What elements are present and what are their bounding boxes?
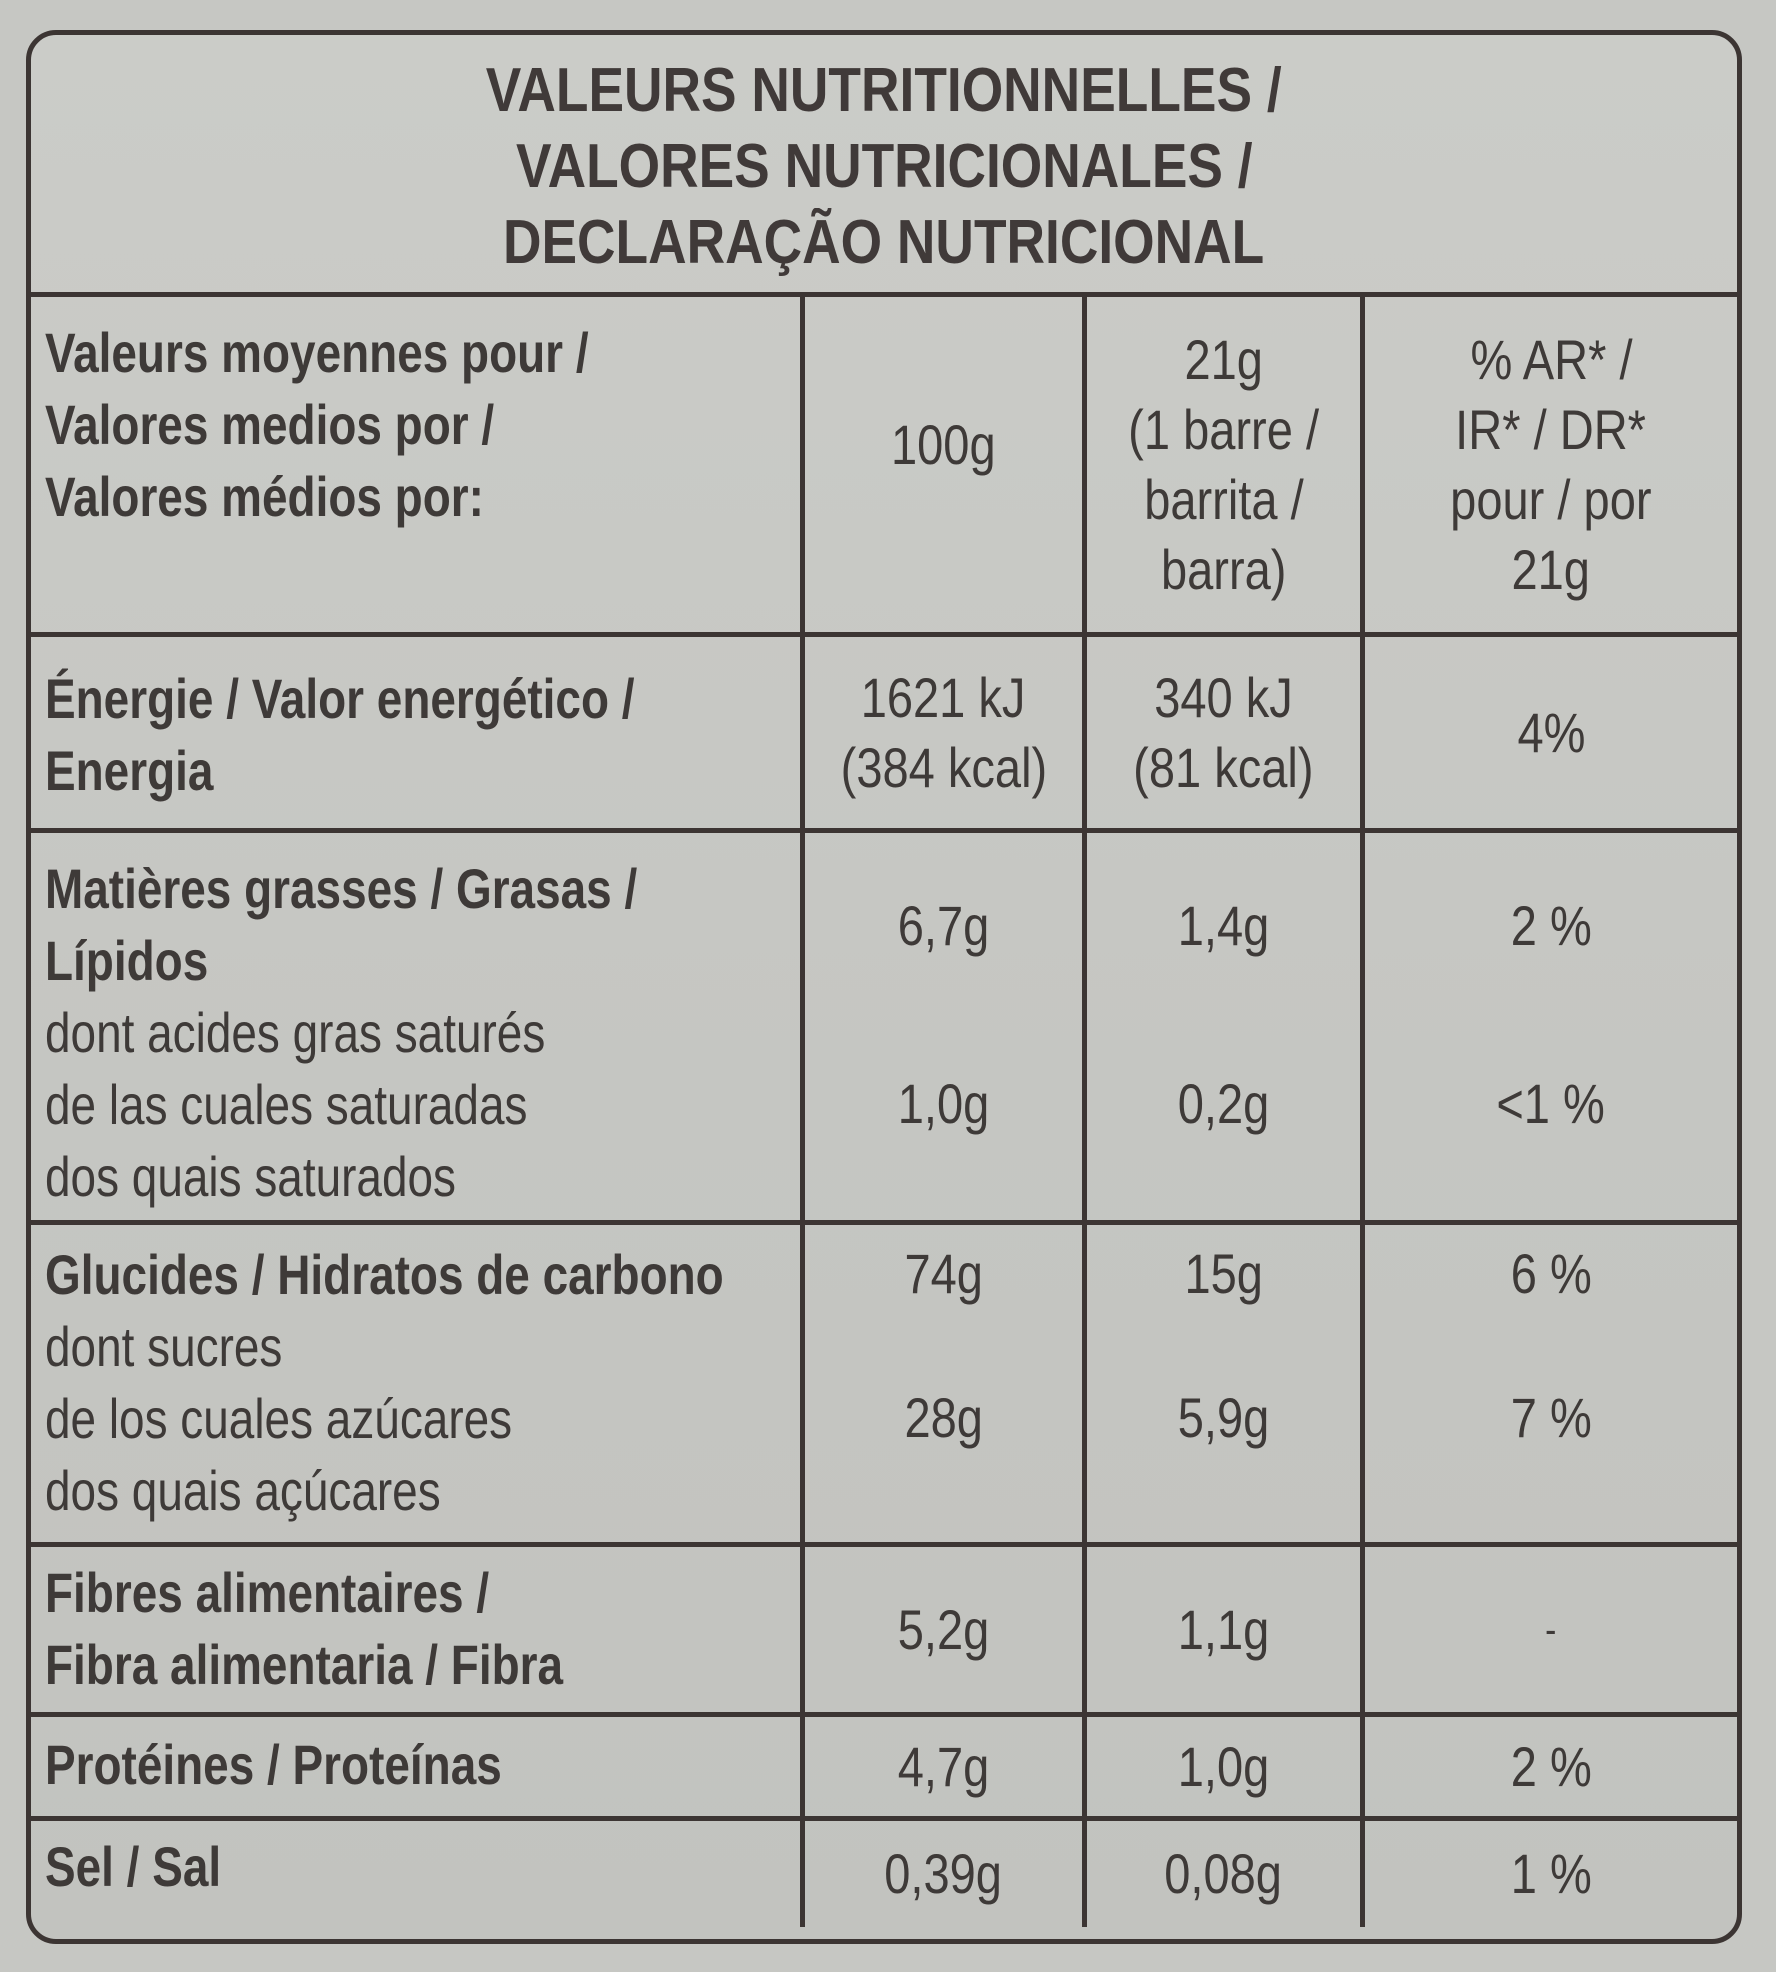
saturates-ri: <1 % bbox=[1496, 1072, 1606, 1135]
sugars-label-line: dos quais açúcares bbox=[45, 1459, 441, 1522]
energy-ri: 4% bbox=[1517, 700, 1585, 764]
protein-label-cell bbox=[31, 1717, 805, 1821]
header-21g-line: barra) bbox=[1160, 537, 1287, 601]
energy-100g-cell bbox=[805, 637, 1087, 833]
header-ri-line: 21g bbox=[1511, 537, 1591, 601]
sugars-21g: 5,9g bbox=[1177, 1386, 1270, 1449]
fat-ri-cell bbox=[1365, 833, 1737, 1225]
energy-label-cell bbox=[31, 637, 805, 833]
salt-label: Sel / Sal bbox=[45, 1835, 222, 1898]
header-100g-cell bbox=[805, 297, 1087, 637]
carbs-21g-cell bbox=[1087, 1225, 1365, 1547]
salt-100g-cell bbox=[805, 1821, 1087, 1927]
header-ri-line: IR* / DR* bbox=[1455, 397, 1647, 461]
sugars-label-line: de los cuales azúcares bbox=[45, 1387, 513, 1450]
saturates-label-line: de las cuales saturadas bbox=[45, 1073, 528, 1136]
fibre-ri-cell bbox=[1365, 1547, 1737, 1717]
protein-100g: 4,7g bbox=[897, 1734, 990, 1798]
protein-ri: 2 % bbox=[1510, 1734, 1592, 1798]
energy-21g-cell bbox=[1087, 637, 1365, 833]
header-21g-line: barrita / bbox=[1143, 467, 1304, 531]
fibre-label-line: Fibres alimentaires / bbox=[45, 1561, 490, 1624]
fat-ri: 2 % bbox=[1510, 894, 1592, 957]
carbs-ri: 6 % bbox=[1510, 1242, 1592, 1305]
fat-100g: 6,7g bbox=[897, 894, 990, 957]
saturates-label-line: dont acides gras saturés bbox=[45, 1001, 546, 1064]
energy-100g-kcal: (384 kcal) bbox=[840, 735, 1047, 799]
header-21g-line: 21g bbox=[1184, 327, 1263, 391]
saturates-label-line: dos quais saturados bbox=[45, 1145, 456, 1208]
header-21g-cell bbox=[1087, 297, 1365, 637]
energy-100g-kj: 1621 kJ bbox=[861, 665, 1026, 729]
fat-label-cell bbox=[31, 833, 805, 1225]
carbs-label: Glucides / Hidratos de carbono bbox=[45, 1243, 724, 1306]
header-label-line: Valores medios por / bbox=[45, 393, 495, 456]
protein-100g-cell bbox=[805, 1717, 1087, 1821]
fibre-100g-cell bbox=[805, 1547, 1087, 1717]
protein-ri-cell bbox=[1365, 1717, 1737, 1821]
salt-21g: 0,08g bbox=[1164, 1842, 1283, 1905]
header-21g-line: (1 barre / bbox=[1128, 397, 1319, 461]
header-ri-line: % AR* / bbox=[1469, 327, 1633, 391]
fibre-21g: 1,1g bbox=[1177, 1597, 1270, 1661]
sugars-ri: 7 % bbox=[1510, 1386, 1592, 1449]
table-title bbox=[31, 35, 1737, 297]
salt-ri: 1 % bbox=[1510, 1842, 1592, 1905]
fibre-ri: - bbox=[1545, 1607, 1557, 1652]
salt-21g-cell bbox=[1087, 1821, 1365, 1927]
carbs-ri-cell bbox=[1365, 1225, 1737, 1547]
header-label-cell bbox=[31, 297, 805, 637]
header-label-line: Valeurs moyennes pour / bbox=[45, 321, 589, 384]
sugars-label-line: dont sucres bbox=[45, 1315, 283, 1378]
carbs-label-cell bbox=[31, 1225, 805, 1547]
title-line-pt: DECLARAÇÃO NUTRICIONAL bbox=[503, 207, 1265, 277]
nutrition-grid bbox=[31, 297, 1737, 1927]
nutrition-table bbox=[26, 30, 1742, 1944]
header-ri-line: pour / por bbox=[1450, 467, 1652, 531]
saturates-100g: 1,0g bbox=[897, 1072, 990, 1135]
fibre-100g: 5,2g bbox=[897, 1597, 990, 1661]
protein-21g: 1,0g bbox=[1177, 1734, 1270, 1798]
fibre-21g-cell bbox=[1087, 1547, 1365, 1717]
energy-21g-kj: 340 kJ bbox=[1154, 665, 1293, 729]
fibre-label-line: Fibra alimentaria / Fibra bbox=[45, 1633, 564, 1696]
fibre-label-cell bbox=[31, 1547, 805, 1717]
energy-label-line: Énergie / Valor energético / bbox=[45, 667, 635, 730]
protein-21g-cell bbox=[1087, 1717, 1365, 1821]
header-100g: 100g bbox=[891, 412, 996, 476]
fat-label-line: Matières grasses / Grasas / bbox=[45, 857, 638, 920]
sugars-100g: 28g bbox=[904, 1386, 983, 1449]
header-label-line: Valores médios por: bbox=[45, 465, 484, 528]
saturates-21g: 0,2g bbox=[1177, 1072, 1270, 1135]
carbs-100g: 74g bbox=[904, 1242, 983, 1305]
title-line-es: VALORES NUTRICIONALES / bbox=[515, 131, 1253, 201]
protein-label: Protéines / Proteínas bbox=[45, 1733, 502, 1796]
header-ri-cell bbox=[1365, 297, 1737, 637]
fat-21g: 1,4g bbox=[1177, 894, 1270, 957]
title-line-fr: VALEURS NUTRITIONNELLES / bbox=[486, 55, 1282, 125]
carbs-21g: 15g bbox=[1184, 1242, 1263, 1305]
fat-label-line: Lípidos bbox=[45, 929, 209, 992]
carbs-100g-cell bbox=[805, 1225, 1087, 1547]
energy-label-line: Energia bbox=[45, 739, 214, 802]
fat-100g-cell bbox=[805, 833, 1087, 1225]
energy-21g-kcal: (81 kcal) bbox=[1133, 735, 1314, 799]
salt-label-cell bbox=[31, 1821, 805, 1927]
energy-ri-cell bbox=[1365, 637, 1737, 833]
fat-21g-cell bbox=[1087, 833, 1365, 1225]
salt-ri-cell bbox=[1365, 1821, 1737, 1927]
salt-100g: 0,39g bbox=[884, 1842, 1003, 1905]
